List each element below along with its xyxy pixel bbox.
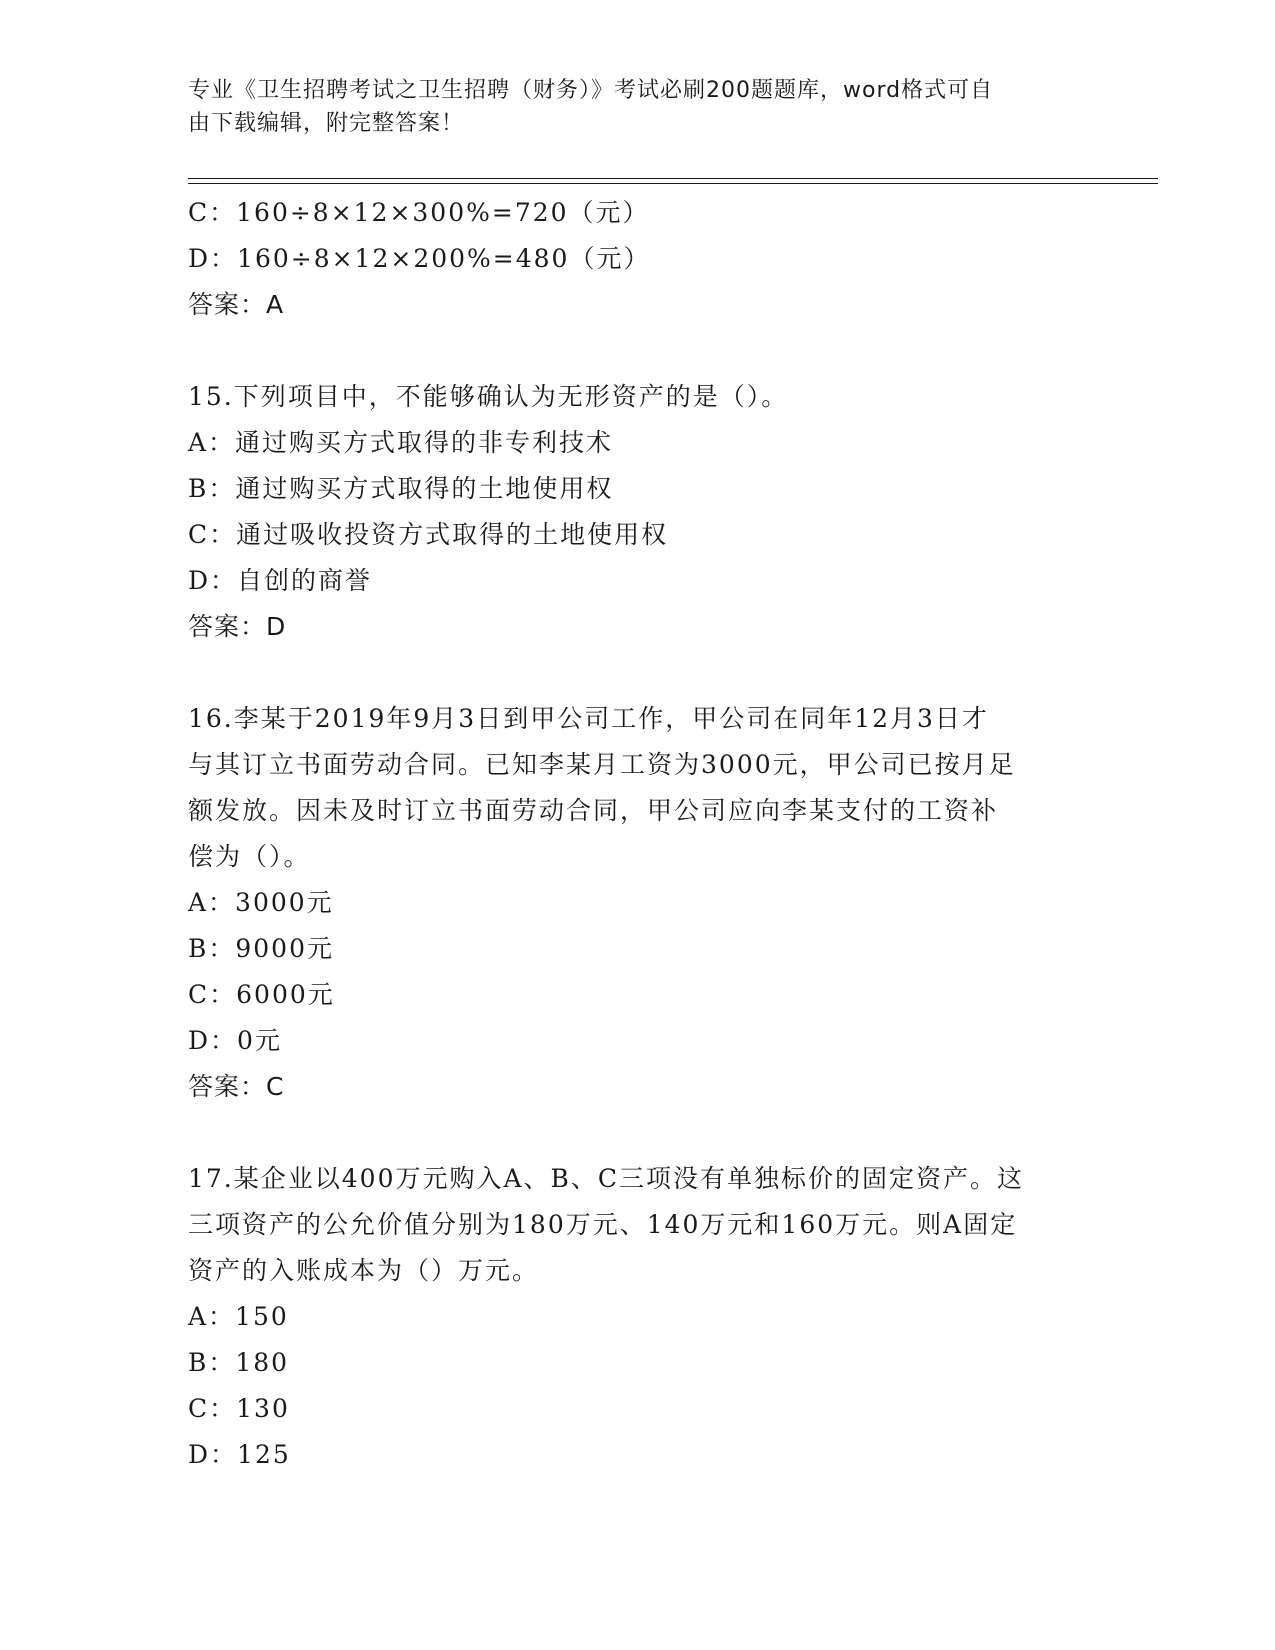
header-rule-top [188, 178, 1158, 179]
document-body [188, 190, 1088, 1478]
question-14-tail [188, 190, 1088, 328]
option-b: B：180 [188, 1348, 290, 1377]
question-text-line-2: 与其订立书面劳动合同。已知李某月工资为3000元，甲公司已按月足 [188, 750, 1016, 779]
option-a: A：通过购买方式取得的非专利技术 [188, 428, 614, 457]
question-15 [188, 374, 1088, 650]
question-text: 15.下列项目中，不能够确认为无形资产的是（）。 [188, 382, 789, 411]
option-c: C：130 [188, 1394, 290, 1423]
option-c: C：6000元 [188, 980, 335, 1009]
answer-label: 答案：A [188, 290, 285, 319]
option-c: C：160÷8×12×300%=720（元） [188, 198, 650, 227]
header-line-2: 由下载编辑，附完整答案！ [188, 111, 465, 136]
option-c: C：通过吸收投资方式取得的土地使用权 [188, 520, 669, 549]
question-text-line-1: 16.李某于2019年9月3日到甲公司工作，甲公司在同年12月3日才 [188, 704, 989, 733]
question-text-line-1: 17.某企业以400万元购入A、B、C三项没有单独标价的固定资产。这 [188, 1164, 1025, 1193]
option-b: B：9000元 [188, 934, 334, 963]
option-b: B：通过购买方式取得的土地使用权 [188, 474, 614, 503]
option-a: A：150 [188, 1302, 289, 1331]
question-text-line-3: 额发放。因未及时订立书面劳动合同，甲公司应向李某支付的工资补 [188, 796, 999, 825]
spacer [188, 1110, 1088, 1156]
answer-label: 答案：D [188, 612, 287, 641]
question-text-line-3: 资产的入账成本为（）万元。 [188, 1256, 540, 1285]
question-text-line-4: 偿为（）。 [188, 842, 311, 871]
document-header [188, 74, 1068, 140]
question-17 [188, 1156, 1088, 1478]
option-d: D：125 [188, 1440, 291, 1469]
option-d: D：0元 [188, 1026, 282, 1055]
option-d: D：自创的商誉 [188, 566, 373, 595]
answer-label: 答案：C [188, 1072, 285, 1101]
header-line-1: 专业《卫生招聘考试之卫生招聘（财务）》考试必刷200题题库，word格式可自 [188, 78, 994, 103]
spacer [188, 650, 1088, 696]
header-rule-bottom [188, 183, 1158, 184]
option-d: D：160÷8×12×200%=480（元） [188, 244, 651, 273]
question-text-line-2: 三项资产的公允价值分别为180万元、140万元和160万元。则A固定 [188, 1210, 1018, 1239]
option-a: A：3000元 [188, 888, 334, 917]
question-16 [188, 696, 1088, 1110]
spacer [188, 328, 1088, 374]
